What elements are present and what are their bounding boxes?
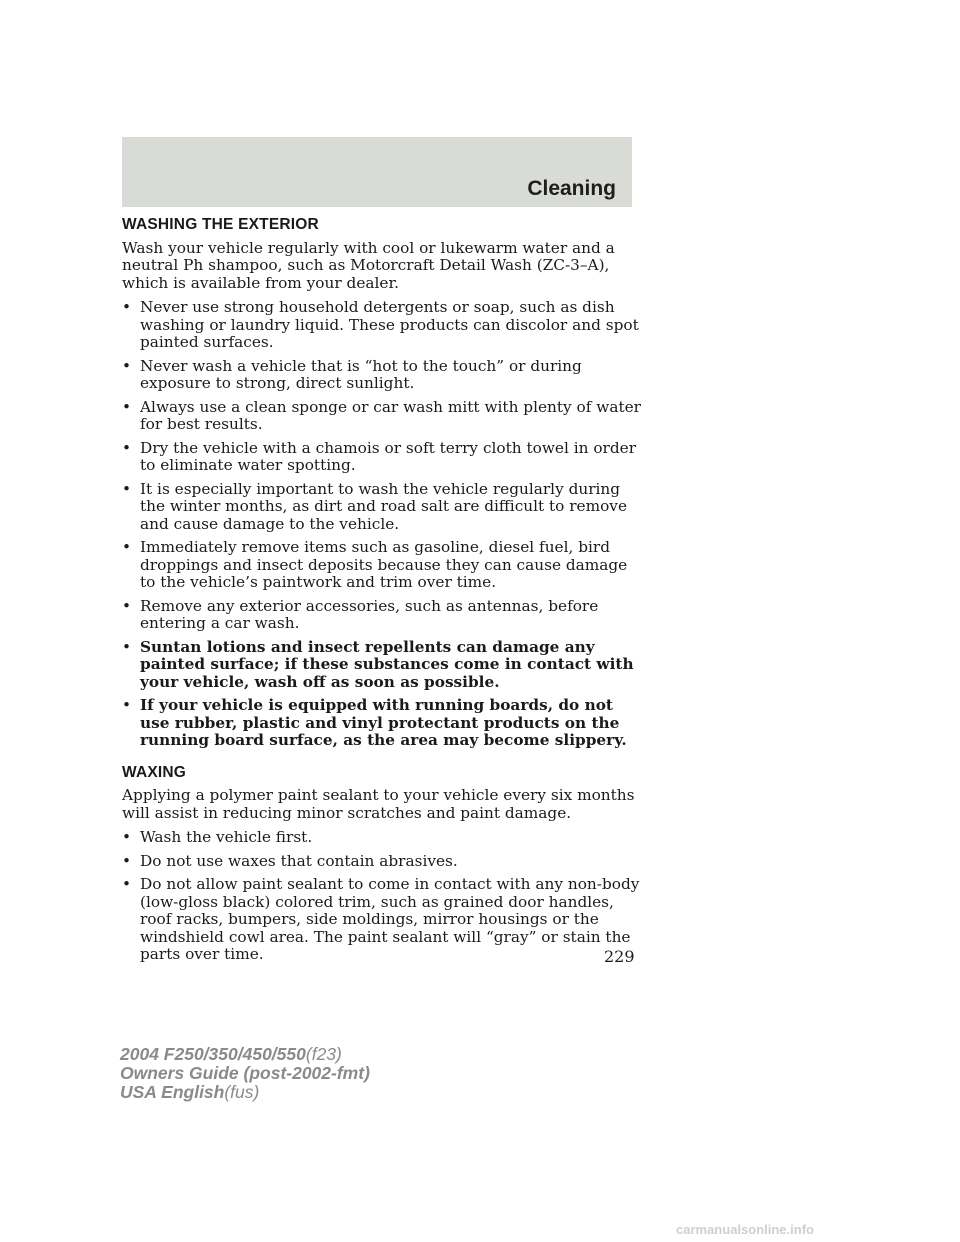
bullet-text: Never wash a vehicle that is “hot to the touch” or during exposure to strong, direct sunlight.	[140, 356, 582, 392]
waxing-heading: WAXING	[122, 763, 187, 781]
bullet-text: Always use a clean sponge or car wash mitt with plenty of water for best results.	[140, 397, 641, 433]
waxing-bullet-list	[122, 829, 642, 964]
bullet-text: Remove any exterior accessories, such as antennas, before entering a car wash.	[140, 596, 599, 632]
waxing-intro: Applying a polymer paint sealant to your vehicle every six months will assist in reducing minor scratches and paint damage.	[122, 786, 635, 822]
footer-model-code: (f23)	[305, 1044, 342, 1064]
bullet-marker: •	[122, 875, 132, 893]
warning-list-item	[122, 639, 642, 692]
list-item	[122, 853, 642, 871]
list-item	[122, 598, 642, 633]
footer-language-code: (fus)	[224, 1082, 260, 1102]
washing-heading: WASHING THE EXTERIOR	[122, 216, 319, 233]
bullet-text: Do not use waxes that contain abrasives.	[140, 851, 458, 870]
section-header-band	[122, 137, 632, 207]
list-item	[122, 399, 642, 434]
bullet-text: Dry the vehicle with a chamois or soft terry cloth towel in order to eliminate water spotting.	[140, 438, 637, 474]
bullet-text: Suntan lotions and insect repellents can damage any painted surface; if these substances come in contact with your vehicle, wash off as soon as possible.	[140, 637, 634, 691]
page-number: 229	[604, 947, 635, 966]
bullet-marker: •	[122, 479, 132, 498]
bullet-text: If your vehicle is equipped with running boards, do not use rubber, plastic and vinyl protectant products on the running board surface, as the area may become slippery.	[140, 696, 627, 749]
list-item	[122, 829, 642, 847]
document-footer	[120, 1045, 370, 1102]
bullet-text: It is especially important to wash the vehicle regularly during the winter months, as dirt and road salt are difficult to remove and cause damage to the vehicle.	[140, 479, 628, 533]
bullet-text: Never use strong household detergents or soap, such as dish washing or laundry liquid. These products can discolor and spot painted surfaces.	[140, 298, 639, 351]
bullet-marker: •	[122, 637, 132, 656]
section-title: Cleaning	[527, 177, 616, 200]
footer-model: 2004 F250/350/450/550	[120, 1044, 306, 1064]
bullet-marker: •	[122, 356, 132, 375]
list-item	[122, 481, 642, 534]
washing-intro: Wash your vehicle regularly with cool or lukewarm water and a neutral Ph shampoo, such as Motorcraft Detail Wash (ZC-3–A), which is available from your dealer.	[122, 238, 615, 292]
list-item	[122, 299, 642, 352]
bullet-marker: •	[122, 596, 132, 615]
footer-language: USA English	[120, 1082, 225, 1102]
washing-bullet-list	[122, 299, 642, 750]
bullet-marker: •	[122, 438, 132, 457]
bullet-text: Immediately remove items such as gasoline, diesel fuel, bird droppings and insect deposits because they can cause damage to the vehicle’s paintwork and trim over time.	[140, 538, 628, 591]
footer-line-guide: Owners Guide (post-2002-fmt)	[120, 1063, 370, 1083]
bullet-text: Do not allow paint sealant to come in contact with any non-body (low-gloss black) colored trim, such as grained door handles, roof racks, bumpers, side moldings, mirror housings or the windshield cowl area. The paint sealant will “gray” or stain the parts over time.	[140, 875, 640, 963]
list-item	[122, 440, 642, 475]
page-content	[122, 216, 642, 970]
bullet-marker: •	[122, 851, 132, 870]
bullet-text: Wash the vehicle first.	[140, 828, 313, 846]
bullet-marker: •	[122, 397, 132, 416]
list-item	[122, 539, 642, 592]
bullet-marker: •	[122, 696, 132, 714]
footer-line-language	[120, 1083, 370, 1102]
warning-list-item	[122, 697, 642, 750]
watermark: carmanualsonline.info	[676, 1222, 814, 1237]
bullet-marker: •	[122, 828, 132, 846]
list-item	[122, 876, 642, 964]
list-item	[122, 358, 642, 393]
bullet-marker: •	[122, 538, 132, 556]
footer-line-model	[120, 1045, 370, 1064]
bullet-marker: •	[122, 298, 132, 316]
